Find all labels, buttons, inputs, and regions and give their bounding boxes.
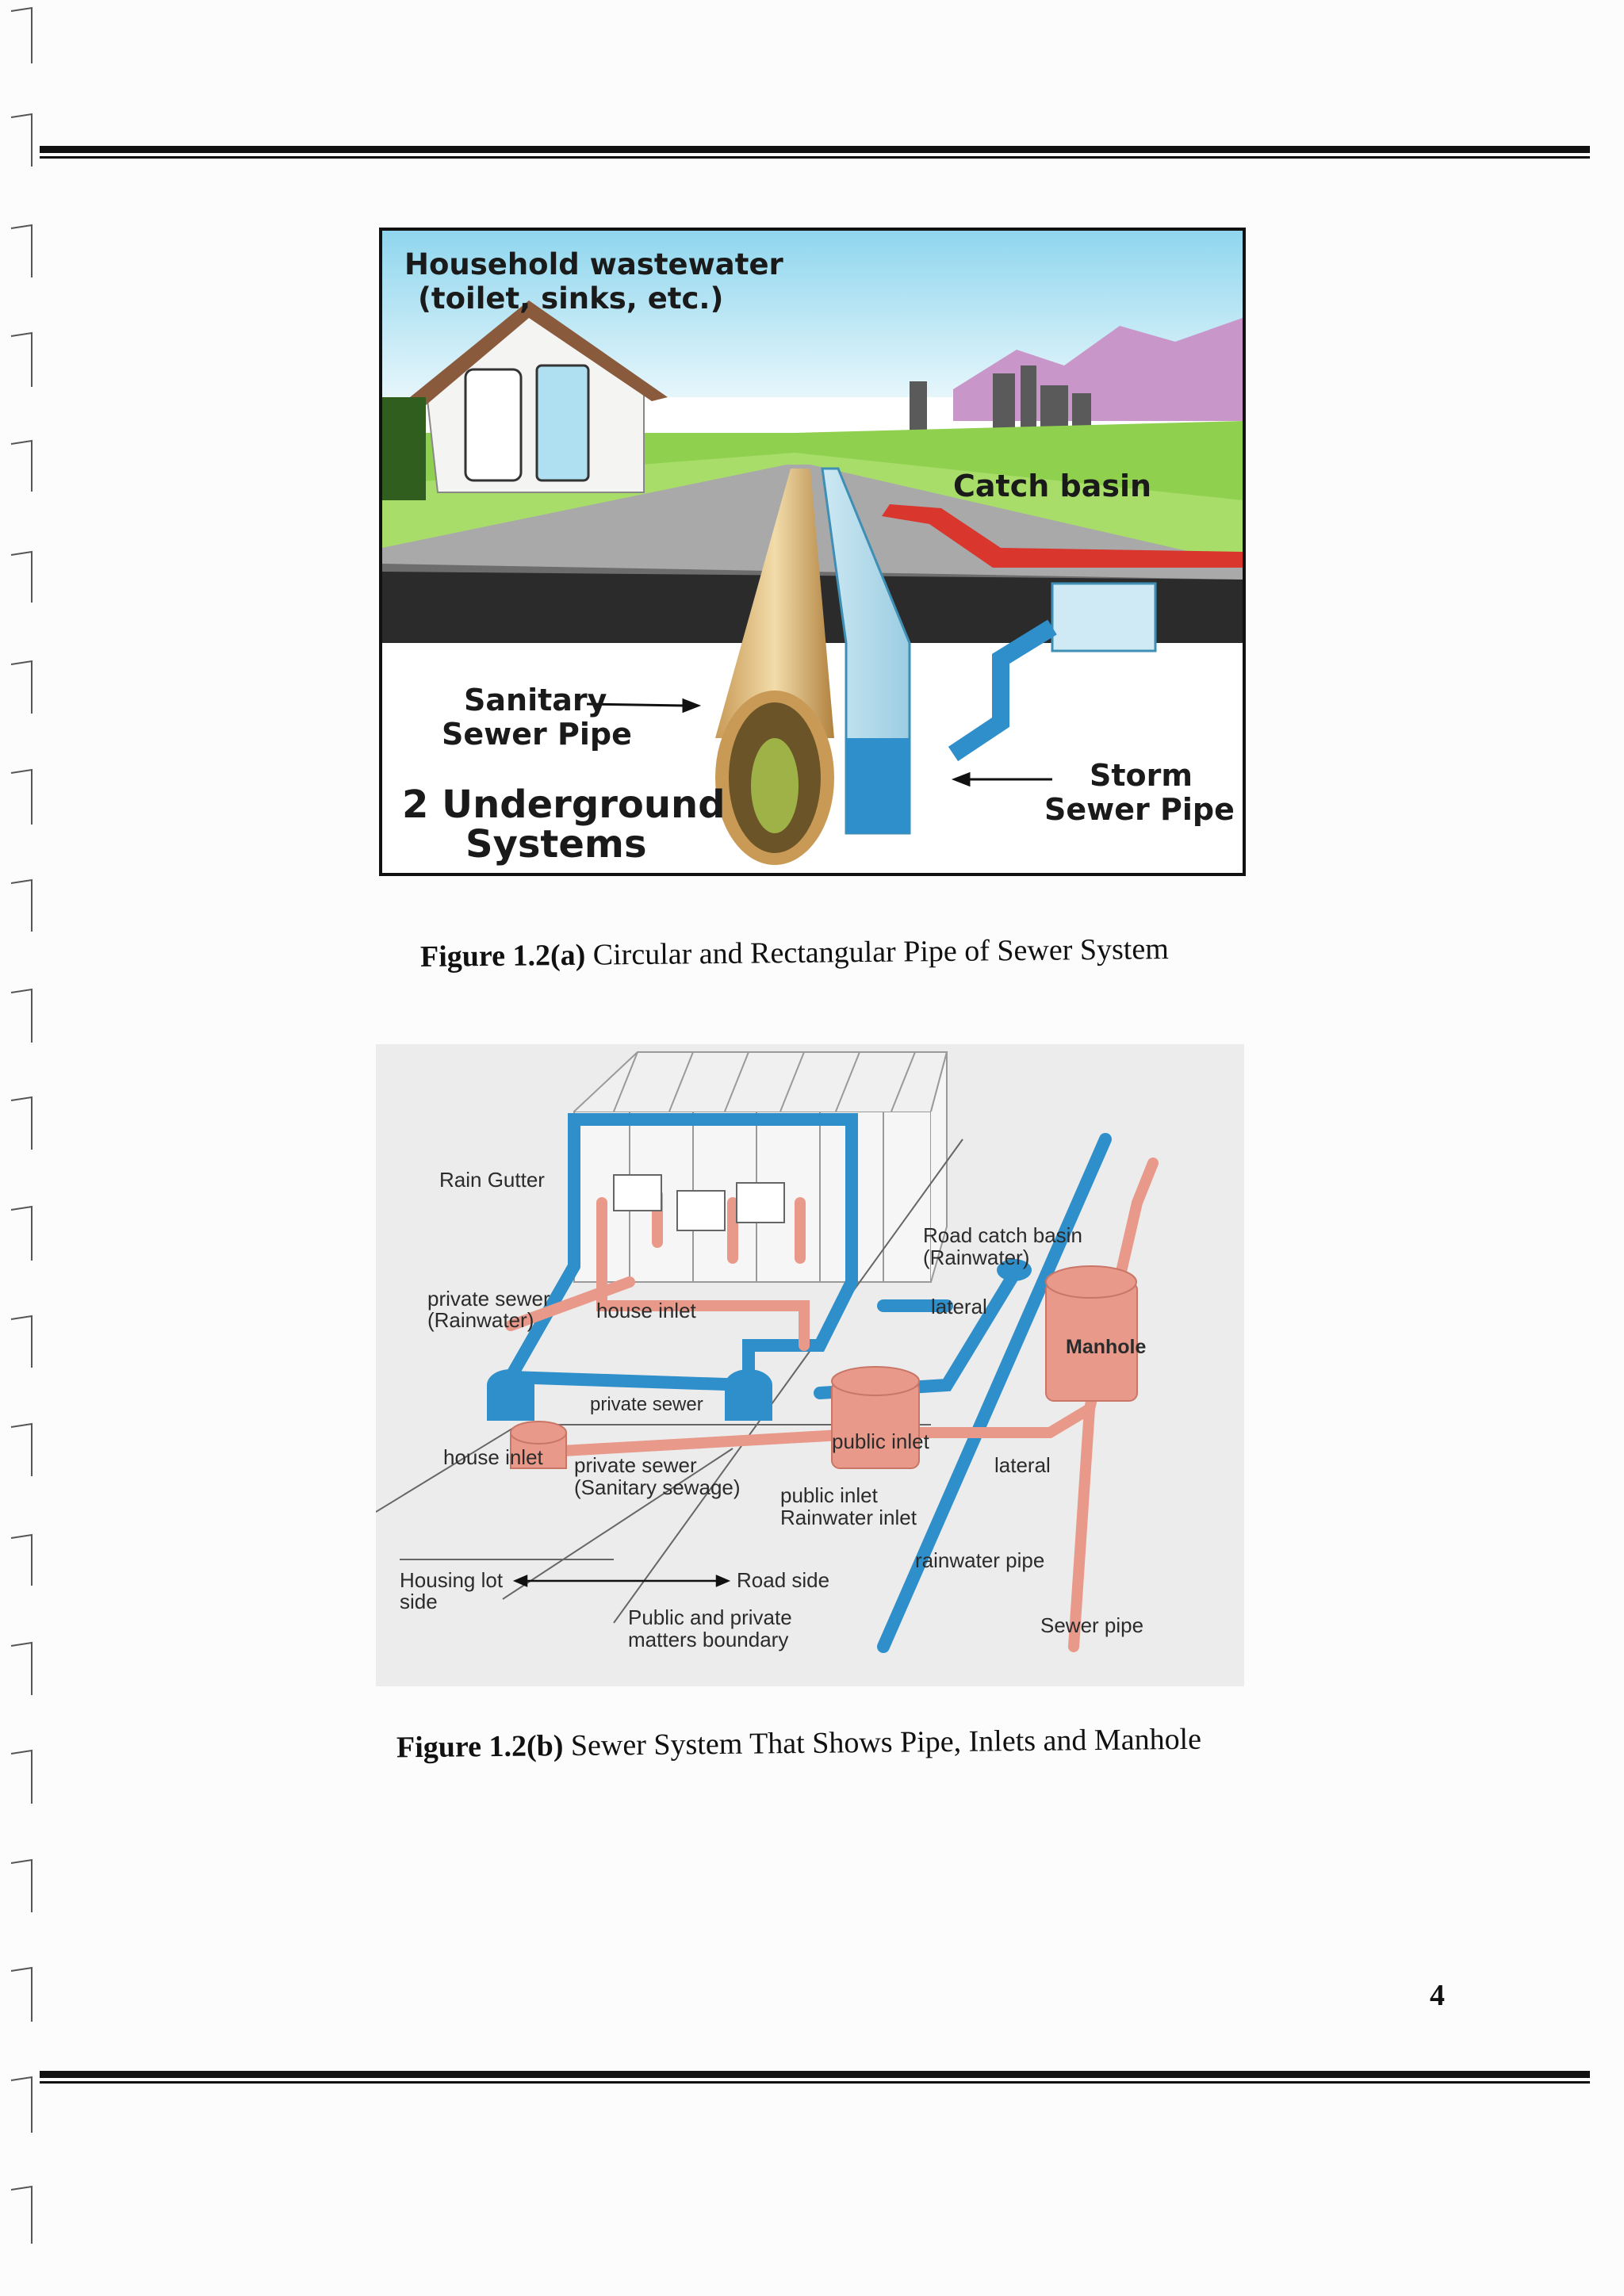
housing-lot-label-2: side [400, 1590, 438, 1613]
storm-label-line1: Storm [1090, 758, 1193, 793]
rainwater-pipe-label: rainwater pipe [915, 1548, 1045, 1572]
figure-b-caption-label: Figure 1.2(b) [396, 1729, 564, 1765]
figure-a-caption-text: Circular and Rectangular Pipe of Sewer System [585, 932, 1169, 972]
road-catch-label-2: (Rainwater) [923, 1246, 1030, 1269]
figure-a-caption-label: Figure 1.2(a) [419, 938, 586, 974]
road-catch-label-1: Road catch basin [923, 1223, 1082, 1247]
storm-label-line2: Sewer Pipe [1044, 792, 1235, 827]
public-inlet-label: public inlet [832, 1429, 929, 1453]
private-sewer-rain-label-2: (Rainwater) [427, 1308, 534, 1332]
house-inlet-top-label: house inlet [596, 1299, 696, 1322]
boundary-label-1: Public and private [628, 1605, 792, 1629]
boundary-label-2: matters boundary [628, 1628, 789, 1651]
rainwater-inlet-label: Rainwater inlet [780, 1506, 917, 1529]
figure-b-caption [396, 1722, 1201, 1766]
private-sewer-san-label-2: (Sanitary sewage) [574, 1475, 741, 1499]
figure-b-illustration [376, 1044, 1244, 1686]
household-label-line2: (toilet, sinks, etc.) [418, 281, 724, 316]
sewer-pipe-label: Sewer pipe [1040, 1613, 1144, 1637]
private-sewer-rain-label-1: private sewer [427, 1287, 550, 1311]
figure-a-caption [420, 932, 1169, 974]
household-label-line1: Household wastewater [404, 247, 783, 281]
catch-basin-label: Catch basin [953, 469, 1152, 503]
rain-gutter-label: Rain Gutter [439, 1168, 545, 1192]
footer-rule [40, 2071, 1590, 2084]
manhole-label: Manhole [1066, 1336, 1147, 1358]
binding-marks [0, 0, 71, 2296]
housing-lot-label-1: Housing lot [400, 1568, 504, 1592]
header-rule [40, 146, 1590, 159]
figure-b-caption-text: Sewer System That Shows Pipe, Inlets and Manhole [563, 1722, 1202, 1763]
figure-a-illustration [379, 228, 1246, 876]
lateral-bottom-label: lateral [994, 1453, 1051, 1477]
systems-label-line2: Systems [465, 822, 647, 867]
systems-label-line1: 2 Underground [402, 783, 726, 827]
private-sewer-san-label-1: private sewer [574, 1453, 697, 1477]
sanitary-label-line1: Sanitary [464, 683, 607, 718]
lateral-top-label: lateral [931, 1295, 987, 1318]
private-sewer-mid-label: private sewer [590, 1394, 703, 1415]
house-inlet-left-label: house inlet [443, 1445, 543, 1469]
public-inlet-2-label: public inlet [780, 1483, 878, 1507]
road-side-label: Road side [737, 1568, 830, 1592]
page-number: 4 [1430, 1979, 1445, 2012]
sanitary-label-line2: Sewer Pipe [442, 717, 632, 752]
